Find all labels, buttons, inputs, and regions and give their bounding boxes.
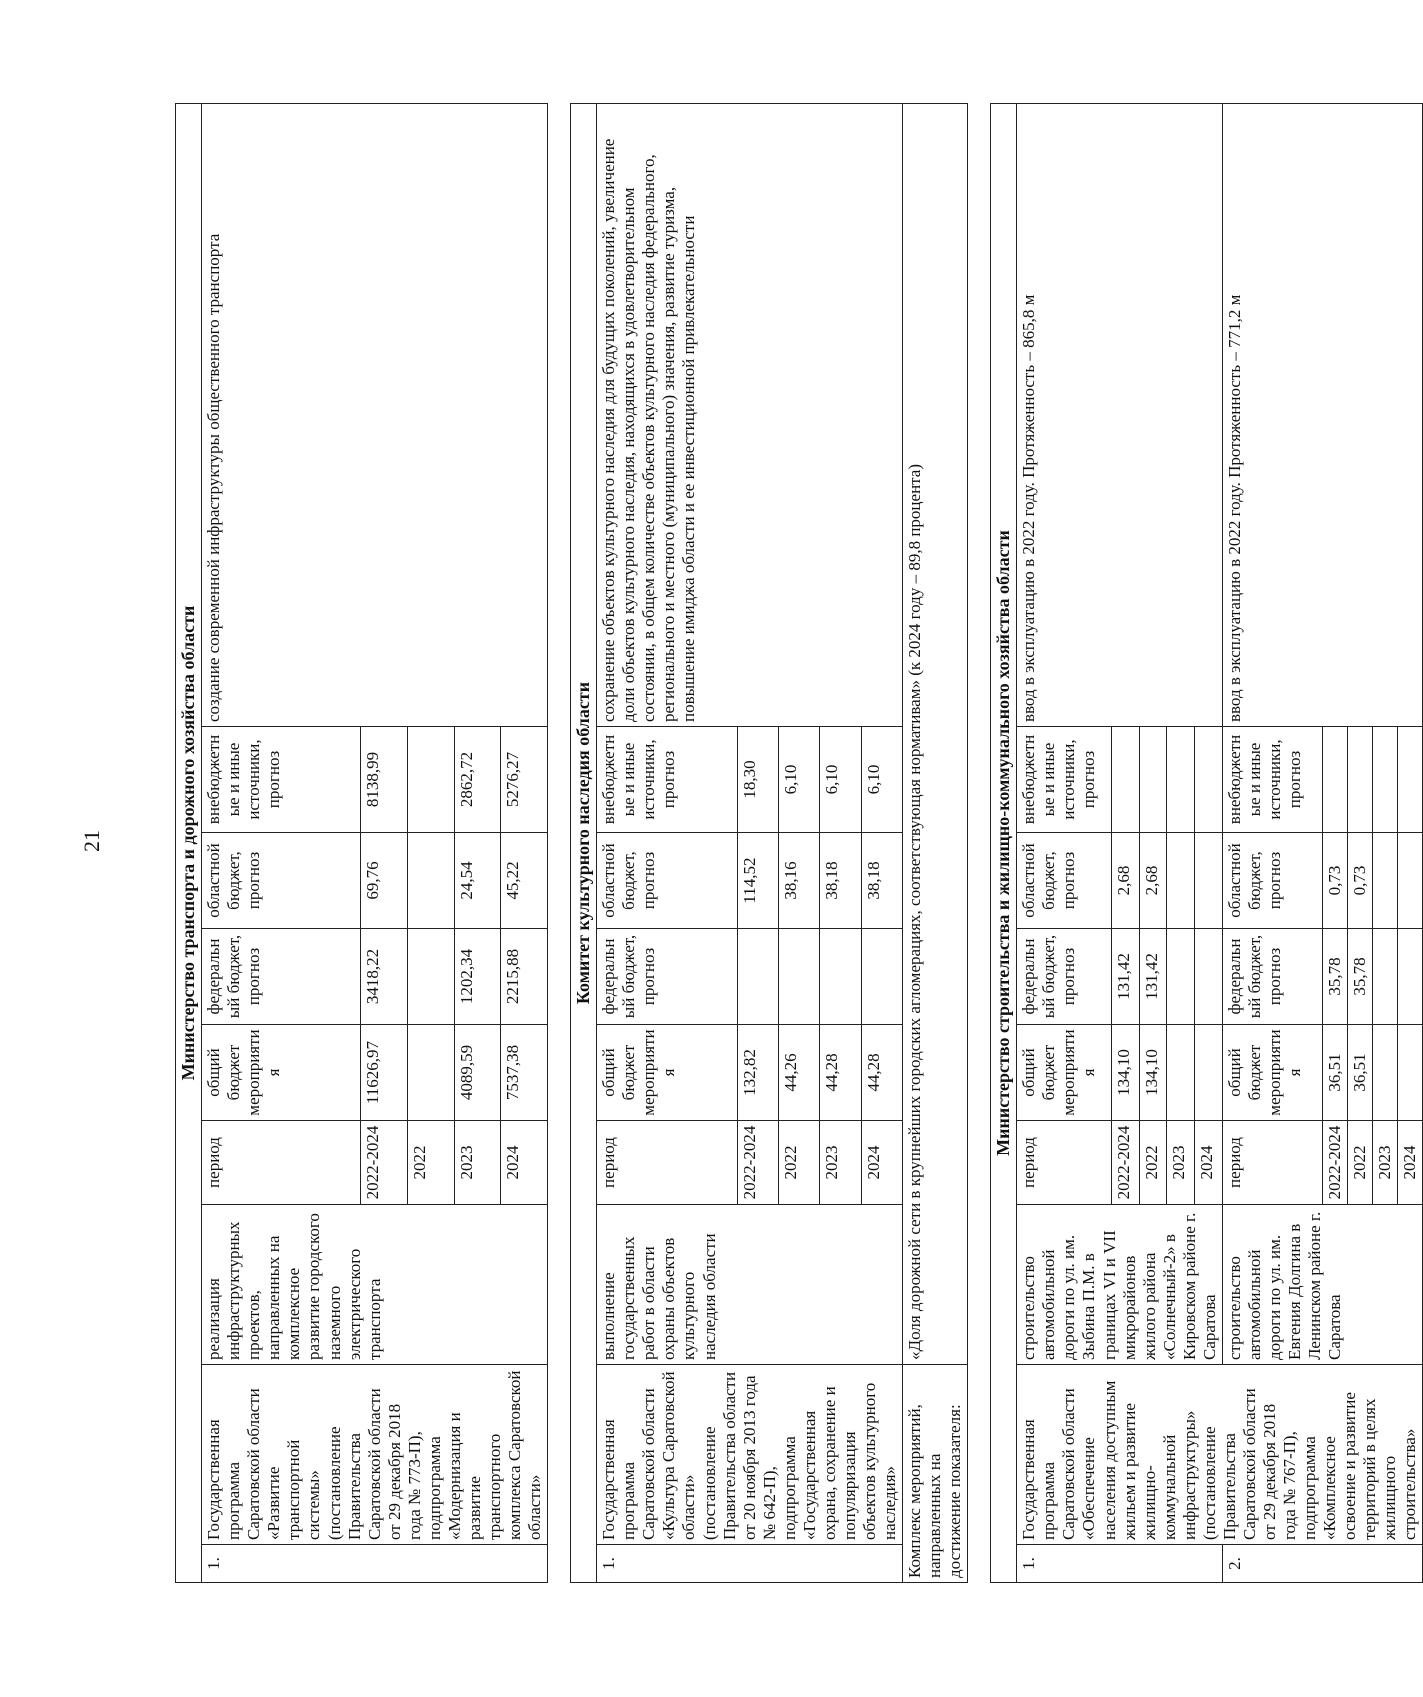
cell-period: 2024 xyxy=(1398,1121,1423,1205)
col-period-header: период xyxy=(597,1121,737,1205)
cell-federal xyxy=(861,929,902,1025)
col-total-header: общий бюджет мероприятия xyxy=(1222,1025,1322,1121)
cell-extra xyxy=(1195,727,1223,833)
cell-period: 2023 xyxy=(454,1121,501,1205)
cell-total: 44,28 xyxy=(861,1025,902,1121)
activity-description: выполнение государственных работ в области охраны объектов культурного наследия области xyxy=(597,1205,903,1365)
cell-period: 2023 xyxy=(1373,1121,1398,1205)
cell-total xyxy=(1195,1025,1223,1121)
col-total-header: общий бюджет мероприятия xyxy=(202,1025,361,1121)
expected-result: создание современной инфраструктуры общественного транспорта xyxy=(202,104,548,727)
cell-federal xyxy=(779,929,820,1025)
expected-result: сохранение объектов культурного наследия для будущих поколений, увеличение доли объектов культурного наследия, находящихся в удовлетворительном состоянии, в общем количестве объектов культурного наследия федерального, регионального и местного (муниципального) значения, развитие туризма, повышение имиджа области и ее инвестиционной привлекательности xyxy=(597,104,903,727)
cell-period: 2024 xyxy=(501,1121,548,1205)
cell-extra xyxy=(1323,727,1348,833)
complex-indicator: «Доля дорожной сети в крупнейших городских агломерациях, соответствующая нормативам» (к 2024 году – 89,8 процента) xyxy=(902,104,967,1365)
complex-row xyxy=(902,104,967,1583)
cell-regional: 38,18 xyxy=(861,833,902,929)
activity-description: строительство автомобильной дороги по ул. им. Евгения Долгина в Ленинском районе г. Саратова xyxy=(1222,1205,1422,1365)
ministry-row xyxy=(991,104,1017,1583)
spacer-row xyxy=(548,104,571,1583)
cell-federal: 35,78 xyxy=(1348,929,1373,1025)
cell-regional: 38,18 xyxy=(820,833,861,929)
cell-regional: 24,54 xyxy=(454,833,501,929)
spacer xyxy=(548,104,571,1583)
cell-extra xyxy=(1398,727,1423,833)
cell-total: 134,10 xyxy=(1111,1025,1139,1121)
cell-regional: 38,16 xyxy=(779,833,820,929)
cell-extra xyxy=(1139,727,1167,833)
cell-regional xyxy=(1398,833,1423,929)
col-period-header: период xyxy=(202,1121,361,1205)
ministry-title: Министерство строительства и жилищно-коммунального хозяйства области xyxy=(991,104,1017,1583)
cell-federal: 3418,22 xyxy=(361,929,408,1025)
activity-description: строительство автомобильной дороги по ул. им. Зыбина П.М. в границах VI и VII микрорайонов жилого района «Солнечный-2» в Кировском районе г. Саратова xyxy=(1017,1205,1222,1365)
cell-period: 2022 xyxy=(779,1121,820,1205)
cell-period: 2024 xyxy=(1195,1121,1223,1205)
cell-regional xyxy=(1195,833,1223,929)
col-federal-header: федеральный бюджет, прогноз xyxy=(1222,929,1322,1025)
table-body xyxy=(176,104,1423,1583)
col-extra-header: внебюджетные и иные источники, прогноз xyxy=(597,727,737,833)
col-regional-header: областной бюджет, прогноз xyxy=(1222,833,1322,929)
ministry-row xyxy=(571,104,597,1583)
cell-extra: 6,10 xyxy=(820,727,861,833)
item-header-row xyxy=(202,104,361,1583)
cell-regional xyxy=(407,833,454,929)
item-header-row xyxy=(597,104,737,1583)
complex-label: Комплекс мероприятий, направленных на достижение показателя: xyxy=(902,1365,967,1583)
cell-federal xyxy=(1167,929,1195,1025)
col-extra-header: внебюджетные и иные источники, прогноз xyxy=(1222,727,1322,833)
cell-extra xyxy=(1167,727,1195,833)
cell-regional: 45,22 xyxy=(501,833,548,929)
cell-extra: 8138,99 xyxy=(361,727,408,833)
cell-total: 36,51 xyxy=(1348,1025,1373,1121)
cell-federal xyxy=(820,929,861,1025)
cell-extra xyxy=(1348,727,1373,833)
col-regional-header: областной бюджет, прогноз xyxy=(1017,833,1111,929)
program-name: Государственная программа Саратовской области «Культура Саратовской области» (постановление Правительства области от 20 ноября 2013 года № 642-П), подпрограмма «Государственная охрана, сохранение и популяризация объектов культурного наследия» xyxy=(597,1365,903,1545)
item-number: 2. xyxy=(1222,1545,1422,1583)
cell-total: 11626,97 xyxy=(361,1025,408,1121)
cell-period: 2024 xyxy=(861,1121,902,1205)
cell-extra: 6,10 xyxy=(779,727,820,833)
cell-regional xyxy=(1167,833,1195,929)
col-total-header: общий бюджет мероприятия xyxy=(597,1025,737,1121)
cell-total: 7537,38 xyxy=(501,1025,548,1121)
col-federal-header: федеральный бюджет, прогноз xyxy=(597,929,737,1025)
cell-period: 2022-2024 xyxy=(737,1121,778,1205)
cell-total xyxy=(407,1025,454,1121)
cell-total: 36,51 xyxy=(1323,1025,1348,1121)
cell-period: 2022-2024 xyxy=(1111,1121,1139,1205)
cell-total: 44,26 xyxy=(779,1025,820,1121)
cell-federal: 131,42 xyxy=(1111,929,1139,1025)
cell-extra xyxy=(1373,727,1398,833)
page-number: 21 xyxy=(79,830,104,852)
budget-table xyxy=(175,103,1423,1583)
cell-regional: 69,76 xyxy=(361,833,408,929)
cell-regional: 2,68 xyxy=(1139,833,1167,929)
cell-period: 2022 xyxy=(1139,1121,1167,1205)
cell-federal xyxy=(1373,929,1398,1025)
cell-total: 4089,59 xyxy=(454,1025,501,1121)
activity-description: реализация инфраструктурных проектов, направленных на комплексное развитие городского наземного электрического транспорта xyxy=(202,1205,548,1365)
cell-regional: 0,73 xyxy=(1323,833,1348,929)
cell-extra xyxy=(1111,727,1139,833)
item-header-row xyxy=(1222,104,1322,1583)
col-federal-header: федеральный бюджет, прогноз xyxy=(202,929,361,1025)
col-regional-header: областной бюджет, прогноз xyxy=(597,833,737,929)
col-total-header: общий бюджет мероприятия xyxy=(1017,1025,1111,1121)
cell-extra: 5276,27 xyxy=(501,727,548,833)
cell-total xyxy=(1167,1025,1195,1121)
col-period-header: период xyxy=(1017,1121,1111,1205)
cell-period: 2022 xyxy=(1348,1121,1373,1205)
col-regional-header: областной бюджет, прогноз xyxy=(202,833,361,929)
expected-result: ввод в эксплуатацию в 2022 году. Протяженность – 865,8 м xyxy=(1017,104,1222,727)
cell-period: 2023 xyxy=(1167,1121,1195,1205)
cell-total xyxy=(1373,1025,1398,1121)
cell-total: 134,10 xyxy=(1139,1025,1167,1121)
cell-federal: 35,78 xyxy=(1323,929,1348,1025)
cell-federal xyxy=(407,929,454,1025)
item-number: 1. xyxy=(597,1545,903,1583)
cell-regional: 0,73 xyxy=(1348,833,1373,929)
ministry-title: Министерство транспорта и дорожного хозяйства области xyxy=(176,104,202,1583)
col-period-header: период xyxy=(1222,1121,1322,1205)
col-extra-header: внебюджетные и иные источники, прогноз xyxy=(202,727,361,833)
col-federal-header: федеральный бюджет, прогноз xyxy=(1017,929,1111,1025)
cell-extra: 18,30 xyxy=(737,727,778,833)
cell-total xyxy=(1398,1025,1423,1121)
cell-total: 132,82 xyxy=(737,1025,778,1121)
cell-regional: 2,68 xyxy=(1111,833,1139,929)
item-number: 1. xyxy=(1017,1545,1222,1583)
cell-federal: 1202,34 xyxy=(454,929,501,1025)
cell-federal: 131,42 xyxy=(1139,929,1167,1025)
cell-extra: 2862,72 xyxy=(454,727,501,833)
cell-federal xyxy=(1195,929,1223,1025)
col-extra-header: внебюджетные и иные источники, прогноз xyxy=(1017,727,1111,833)
cell-period: 2023 xyxy=(820,1121,861,1205)
cell-federal: 2215,88 xyxy=(501,929,548,1025)
cell-regional: 114,52 xyxy=(737,833,778,929)
rotated-table-container xyxy=(175,103,1420,1583)
program-name: Государственная программа Саратовской области «Развитие транспортной системы» (постановление Правительства Саратовской области от 29 декабря 2018 года № 773-П), подпрограмма «Модернизация и развитие транспортного комплекса Саратовской области» xyxy=(202,1365,548,1545)
spacer-row xyxy=(968,104,991,1583)
item-header-row xyxy=(1017,104,1111,1583)
cell-extra: 6,10 xyxy=(861,727,902,833)
cell-period: 2022-2024 xyxy=(1323,1121,1348,1205)
item-number: 1. xyxy=(202,1545,548,1583)
cell-federal xyxy=(1398,929,1423,1025)
expected-result: ввод в эксплуатацию в 2022 году. Протяженность – 771,2 м xyxy=(1222,104,1422,727)
cell-period: 2022-2024 xyxy=(361,1121,408,1205)
cell-federal xyxy=(737,929,778,1025)
ministry-title: Комитет культурного наследия области xyxy=(571,104,597,1583)
cell-extra xyxy=(407,727,454,833)
cell-total: 44,28 xyxy=(820,1025,861,1121)
ministry-row xyxy=(176,104,202,1583)
cell-regional xyxy=(1373,833,1398,929)
spacer xyxy=(968,104,991,1583)
program-name: Государственная программа Саратовской области «Обеспечение населения доступным жильем и развитие жилищно-коммунальной инфраструктуры» (постановление Правительства Саратовской области от 29 декабря 2018 года № 767-П), подпрограмма «Комплексное освоение и развитие территорий в целях жилищного строительства» xyxy=(1017,1365,1423,1545)
cell-period: 2022 xyxy=(407,1121,454,1205)
